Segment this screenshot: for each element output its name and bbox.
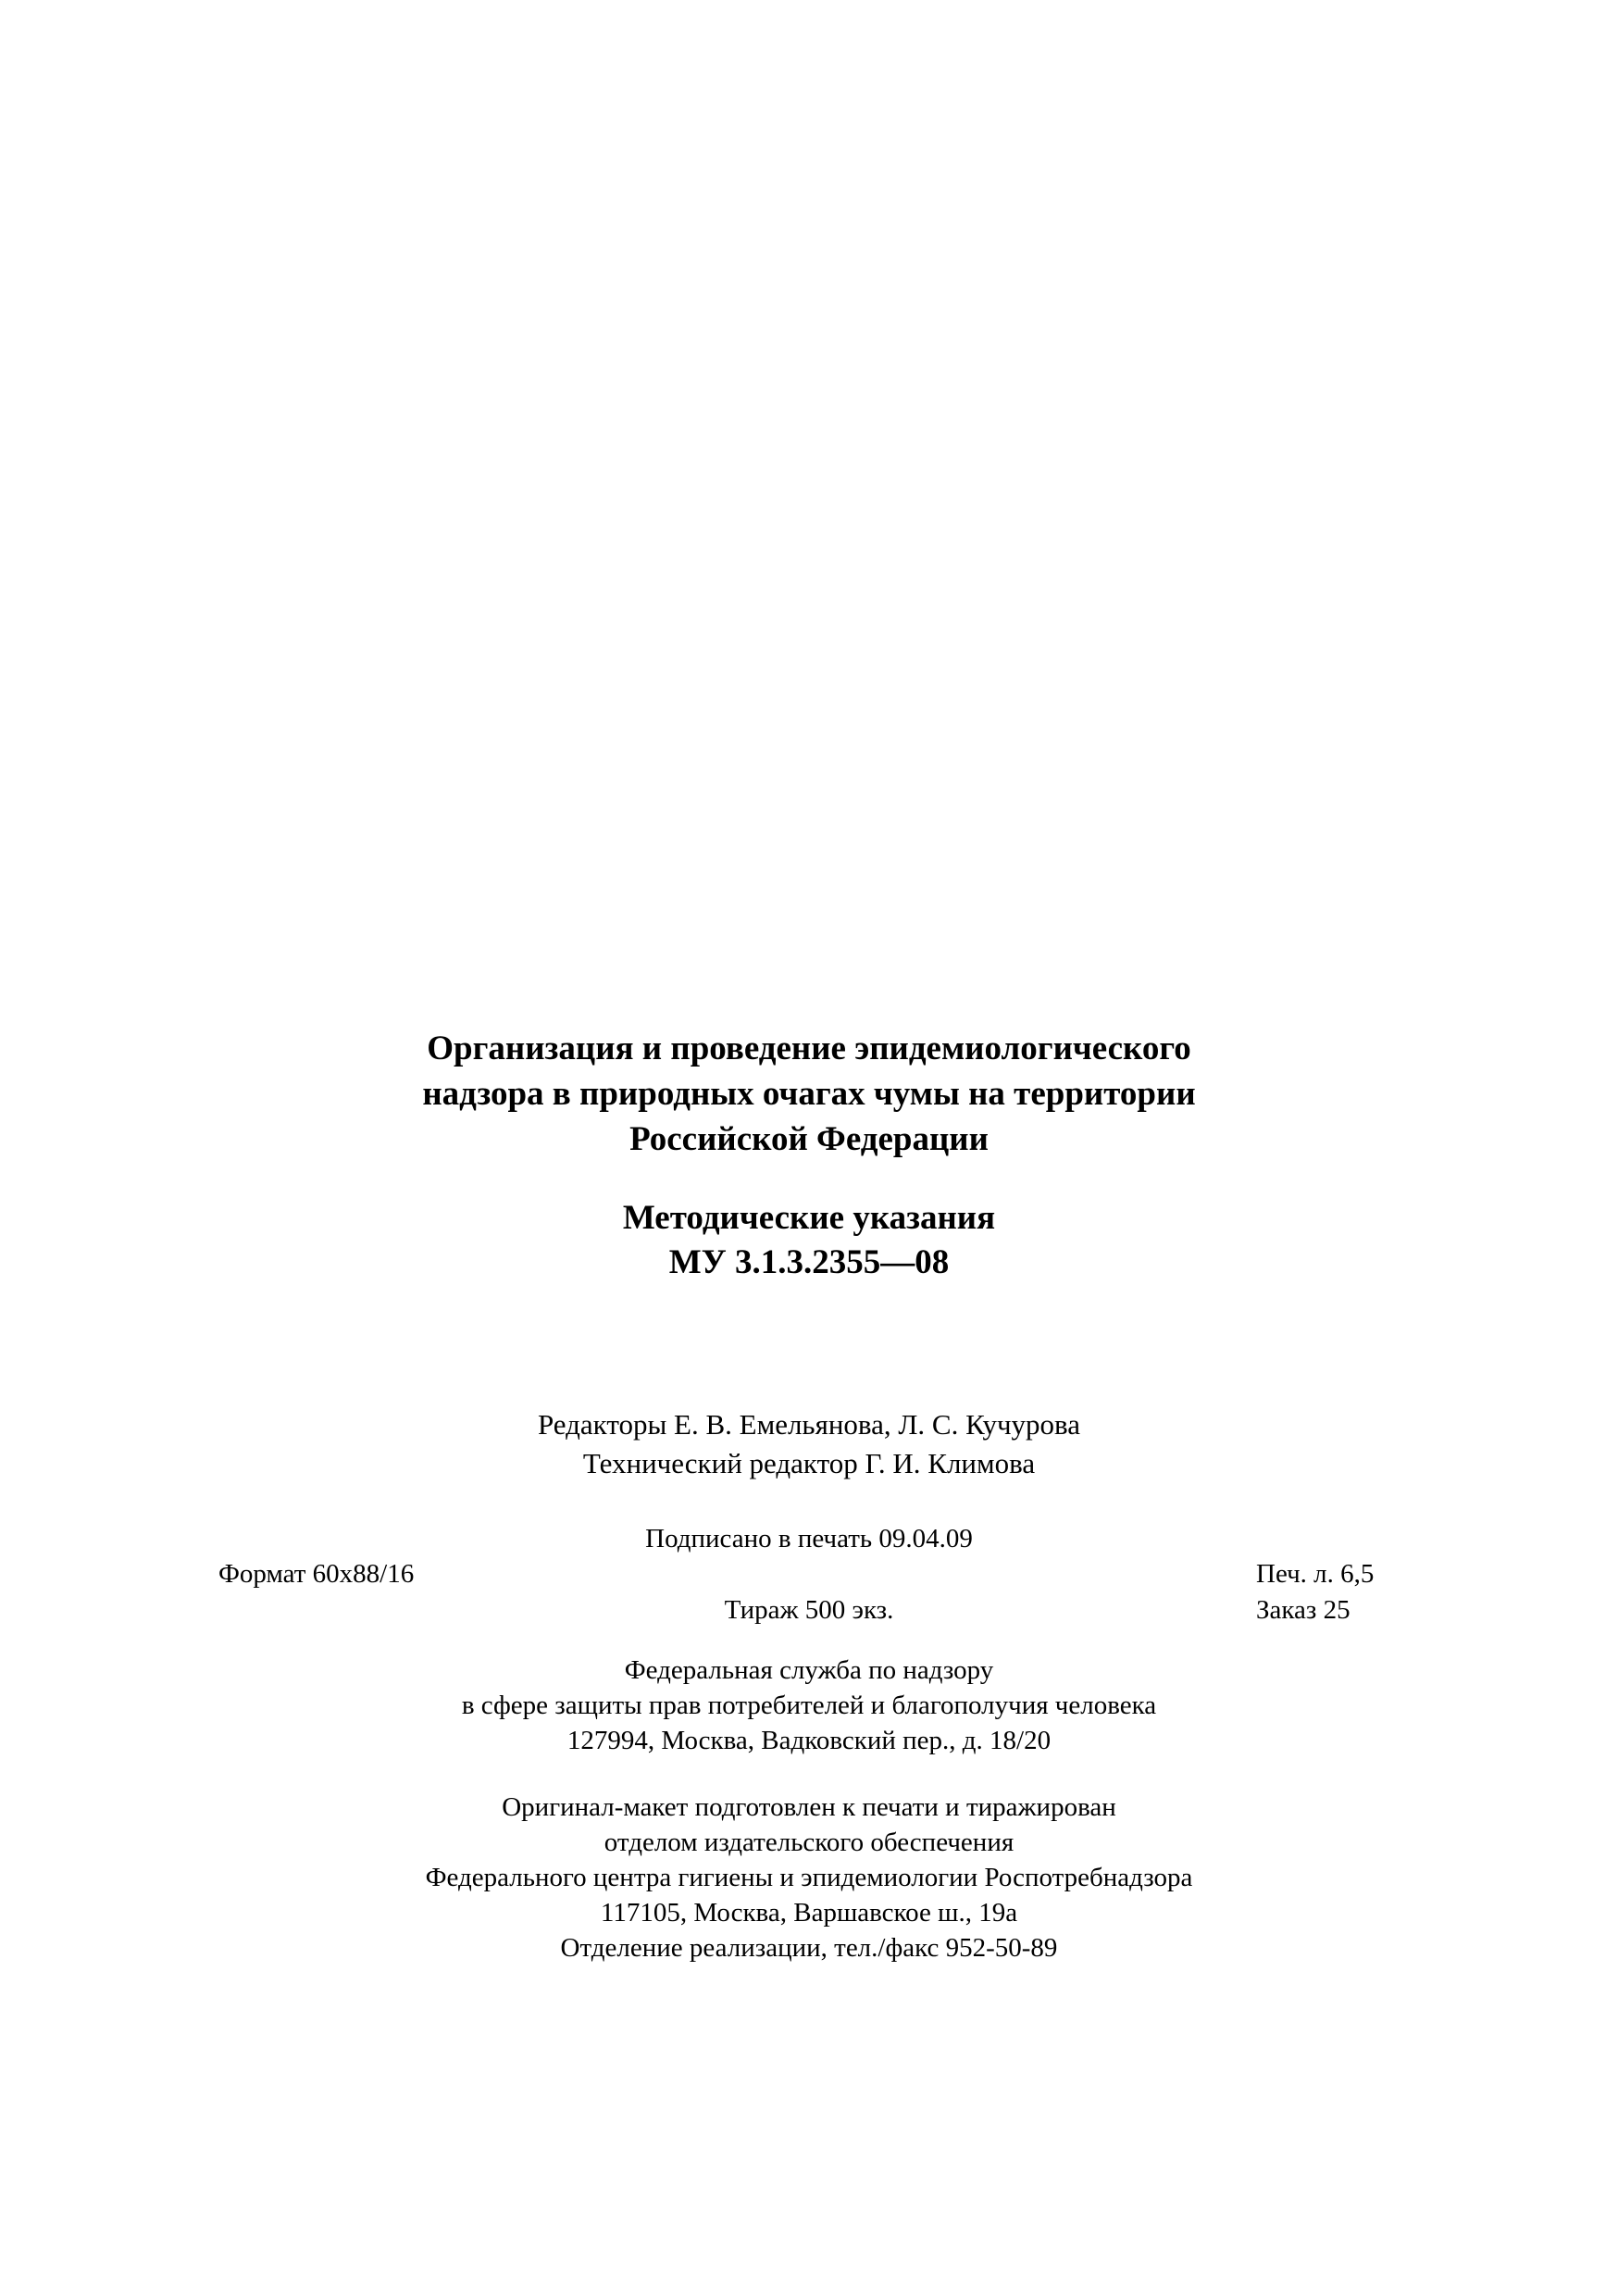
document-title (0, 1026, 1618, 1162)
printer (0, 1790, 1618, 1965)
printer-address: 117105, Москва, Варшавское ш., 19а (600, 1898, 1018, 1928)
subtitle-code: МУ 3.1.3.2355—08 (668, 1243, 950, 1281)
printer-line-3: Федерального центра гигиены и эпидемиологии Роспотребнадзора (425, 1863, 1193, 1892)
printer-line-1: Оригинал-макет подготовлен к печати и тиражирован (502, 1792, 1116, 1822)
order-number: Заказ 25 (1256, 1595, 1350, 1625)
print-run: Тираж 500 экз. (724, 1595, 894, 1625)
technical-editor-line: Технический редактор Г. И. Климова (582, 1447, 1036, 1479)
title-line-3: Российской Федерации (629, 1120, 989, 1158)
title-line-2: надзора в природных очагах чумы на территории (422, 1075, 1196, 1113)
publisher (0, 1653, 1618, 1758)
paper-format: Формат 60x88/16 (218, 1559, 415, 1589)
publisher-line-1: Федеральная служба по надзору (624, 1655, 994, 1685)
editors (0, 1405, 1618, 1483)
subtitle-type: Методические указания (622, 1199, 996, 1237)
sales-contact: Отделение реализации, тел./факс 952-50-89 (560, 1933, 1058, 1963)
document-subtitle (0, 1196, 1618, 1285)
publisher-address: 127994, Москва, Вадковский пер., д. 18/20 (566, 1726, 1052, 1755)
printed-sheets: Печ. л. 6,5 (1256, 1559, 1375, 1589)
title-line-1: Организация и проведение эпидемиологического (427, 1029, 1191, 1067)
signed-to-print: Подписано в печать 09.04.09 (645, 1524, 973, 1554)
editors-line: Редакторы Е. В. Емельянова, Л. С. Кучурова (537, 1408, 1081, 1441)
printer-line-2: отделом издательского обеспечения (604, 1828, 1014, 1857)
publisher-line-2: в сфере защиты прав потребителей и благополучия человека (461, 1691, 1157, 1720)
